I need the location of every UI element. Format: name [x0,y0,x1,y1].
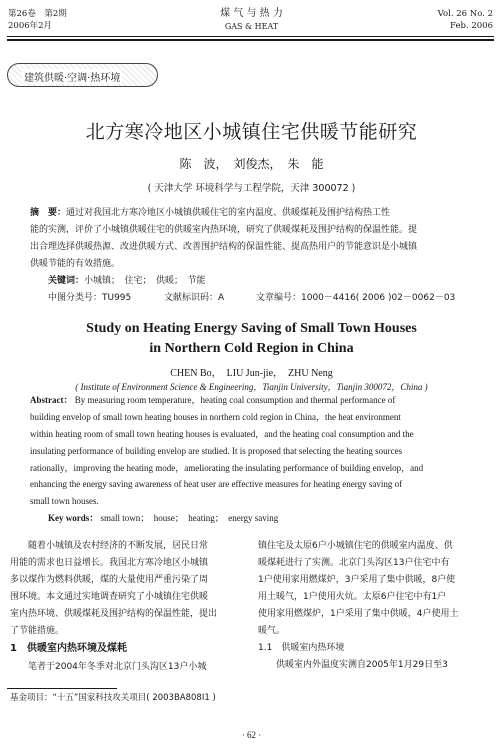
keywords-cn [48,273,206,289]
affiliation-en: ( Institute of Environment Science & Engineering，Tianjin University，Tianjin 300072，China ) [75,382,428,392]
abstract-en-line-3: within heating room of small town heating houses is evaluated，and the heating coal consumption and the [30,429,414,439]
abstract-cn-line-3: 出合理选择供暖热源、改进供暖方式、改善围护结构的保温性能、提高热用户的节能意识是小城镇 [30,242,418,252]
page-number: · 62 · [241,730,262,740]
abstract-en-line-2: building envelop of small town heating houses in northern cold region in China，the heat environment [30,412,401,422]
authors-cn: 陈 波， 刘俊杰， 朱 能 [179,157,324,171]
keywords-cn-label: 关键词： [48,276,85,286]
abstract-cn-label: 摘 要： [30,208,67,218]
body-right-line-5: 使用家用燃煤炉，1户采用了集中供暖，4户使用土 [258,609,459,619]
affiliation-cn: ( 天津大学 环境科学与工程学院，天津 300072 ) [147,183,356,194]
journal-volume-cn: 第26卷 第2期 [8,9,67,19]
title-en-line-1: Study on Heating Energy Saving of Small Town Houses [86,321,417,336]
abstract-cn-line-2: 能的实测，评价了小城镇供暖住宅的供暖室内热环境，研究了供暖煤耗及围护结构的保温性能。提 [30,225,418,235]
body-right-line-3: 1户使用家用燃煤炉，3户采用了集中供暖，8户使 [258,575,456,585]
journal-name-cn: 煤 气 与 热 力 [220,8,283,19]
body-right-line-1: 镇住宅及太原6户小城镇住宅的供暖室内温度、供 [258,541,453,551]
body-left-line-3: 多以煤作为燃料供暖，煤的大量使用严重污染了周 [10,575,209,585]
keywords-en [48,510,278,526]
title-cn: 北方寒冷地区小城镇住宅供暖节能研究 [85,121,418,143]
title-en-line-2: in Northern Cold Region in China [149,341,354,356]
abstract-cn-line-4: 供暖节能的有效措施。 [30,259,121,269]
abstract-en-label: Abstract： [30,395,73,405]
abstract-cn-line-1: 摘 要：通过对我国北方寒冷地区小城镇供暖住宅的室内温度、供暖煤耗及围护结构热工性 [30,208,391,218]
abstract-en-line-6: enhancing the energy saving awareness of heat user are effective measures for heating energy saving of [30,479,403,489]
keywords-en-value: small town； house； heating； energy saving [100,513,279,523]
clc-number: 中图分类号：TU995 [48,293,132,303]
abstract-en-line-1: Abstract： By measuring room temperature，heating coal consumption and thermal performance of [30,395,396,405]
body-right-line-2: 暖煤耗进行了实测。北京门头沟区13户住宅中有 [258,558,450,568]
article-number: 文章编号：1000－4416( 2006 )02－0062－03 [256,293,456,303]
body-left-line-1: 随着小城镇及农村经济的不断发展，居民日常 [10,541,209,551]
body-left-line-2: 用能的需求也日益增长。我国北方寒冷地区小城镇 [10,558,209,568]
keywords-cn-value: 小城镇； 住宅； 供暖； 节能 [84,276,206,286]
journal-date-en: Feb. 2006 [450,21,493,31]
body-left-line-7: 笔者于2004年冬季对北京门头沟区13户小城 [10,662,207,672]
body-right-line-6: 暖气。 [258,626,286,636]
abstract-en-line-5: rationally，improving the heating mode，ameliorating the insulating performance of building envelop，and [30,463,424,473]
keywords-en-label: Key words： [48,513,99,523]
authors-en: CHEN Bo， LIU Jun-jie， ZHU Neng [170,368,333,379]
column-tag [7,63,158,87]
footnote-rule [7,688,117,689]
journal-name-en: GAS & HEAT [224,22,279,31]
body-right-line-4: 用土暖气，1户使用火炕。太原6户住宅中有1户 [258,592,447,602]
abstract-en-line-7: small town houses. [30,496,99,506]
column-tag-text: 建筑供暖·空调·热环境 [22,69,122,84]
journal-volume-en: Vol. 26 No. 2 [437,9,493,19]
body-left-line-5: 室内热环境、供暖煤耗及围护结构的保温性能，提出 [10,609,218,619]
abstract-en-line-4: insulating performance of building envelop are studied. It is proposed that selecting the heating sources [30,446,403,456]
body-right-line-7: 供暖室内外温度实测自2005年1月29日至3 [258,660,448,670]
document-code: 文献标识码：A [164,293,225,303]
funding-footnote: 基金项目：“十五”国家科技攻关项目( 2003BA808I1 ) [10,693,216,703]
header-rule [7,36,494,37]
header-rule-thick [7,39,494,41]
subsection-1-1-heading: 1.1 供暖室内热环境 [258,643,345,653]
body-left-line-4: 围环境。本文通过实地调查研究了小城镇住宅供暖 [10,592,209,602]
journal-date-cn: 2006年2月 [8,21,53,31]
body-left-line-6: 了节能措施。 [10,626,65,636]
section-1-heading: 1 供暖室内热环境及煤耗 [10,643,127,654]
